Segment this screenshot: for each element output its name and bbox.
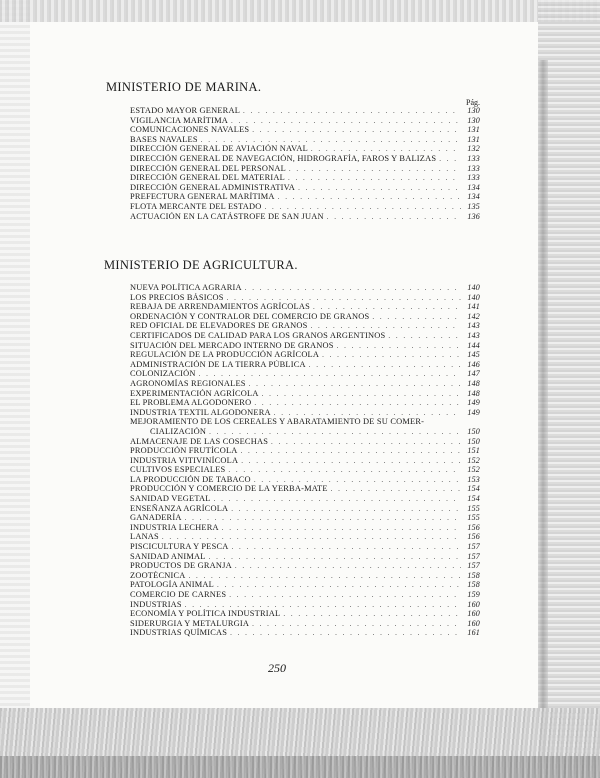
toc-entry-title: AGRONOMÍAS REGIONALES: [130, 378, 246, 388]
leader-dots: [288, 174, 461, 183]
toc-entry-title: ZOOTÉCNICA: [130, 570, 186, 580]
toc-entry: [130, 523, 480, 533]
toc-entry-page: 159: [467, 590, 480, 599]
leader-dots: [262, 390, 461, 399]
toc-entry-page: 154: [467, 494, 480, 504]
leader-dots: [309, 361, 461, 370]
toc-entry-page: 150: [467, 426, 480, 436]
toc-entry-title: REGULACIÓN DE LA PRODUCCIÓN AGRÍCOLA: [130, 350, 320, 360]
toc-entry: [130, 106, 480, 116]
toc-entry-title: PISCICULTURA Y PESCA: [130, 542, 229, 552]
section-heading-agricultura: MINISTERIO DE AGRICULTURA.: [104, 258, 298, 272]
toc-entry-page: 145: [467, 350, 480, 360]
scan-dark-bottom: [0, 756, 600, 778]
leader-dots: [278, 193, 461, 202]
toc-entry-page: 135: [467, 201, 480, 211]
toc-entry-title: DIRECCIÓN GENERAL DEL PERSONAL: [130, 163, 286, 173]
toc-entry-page: 140: [467, 283, 480, 292]
leader-dots: [271, 438, 461, 447]
toc-entry-page: 144: [467, 340, 480, 350]
leader-dots: [313, 303, 461, 312]
toc-entry-page: 158: [467, 580, 480, 590]
leader-dots: [231, 543, 461, 552]
toc-entry-page: 148: [467, 378, 480, 388]
leader-dots: [201, 136, 461, 145]
toc-entry: [130, 312, 480, 322]
toc-entry-page: 158: [467, 570, 480, 580]
toc-entry-page: 157: [467, 542, 480, 552]
leader-dots: [283, 610, 461, 619]
toc-entry-page: 153: [467, 474, 480, 484]
toc-entry-page: 151: [467, 446, 480, 456]
toc-entry: [130, 379, 480, 389]
leader-dots: [327, 213, 461, 222]
toc-entry-page: 154: [467, 484, 480, 494]
page-column-label: Pág.: [466, 98, 480, 107]
toc-entry: [130, 192, 480, 202]
leader-dots: [228, 466, 461, 475]
toc-entry-title: CULTIVOS ESPECIALES: [130, 465, 226, 475]
toc-entry-title: ALMACENAJE DE LAS COSECHAS: [130, 436, 269, 446]
leader-dots: [209, 428, 461, 437]
toc-entry-page: 155: [467, 503, 480, 513]
leader-dots: [265, 203, 461, 212]
toc-entry: [130, 331, 480, 341]
toc-entry: [130, 561, 480, 571]
toc-entry-page: 157: [467, 561, 480, 571]
toc-entry-title: NUEVA POLÍTICA AGRARIA: [130, 283, 242, 292]
toc-entry: [130, 398, 480, 408]
toc-entry-title: GANADERÍA: [130, 513, 182, 523]
toc-entry: [130, 446, 480, 456]
toc-entry-title: INDUSTRIAS: [130, 599, 182, 609]
toc-entry: [130, 154, 480, 164]
toc-entry-page: 131: [467, 125, 480, 135]
toc-entry-title: COLONIZACIÓN: [130, 369, 196, 379]
toc-entry: [130, 369, 480, 379]
leader-dots: [254, 476, 461, 485]
toc-entry: [130, 619, 480, 629]
toc-entry: [130, 293, 480, 303]
toc-entry-title: DIRECCIÓN GENERAL ADMINISTRATIVA: [130, 182, 296, 192]
page-spine-shadow: [538, 60, 548, 760]
leader-dots: [388, 332, 461, 341]
toc-entry: [130, 513, 480, 523]
toc-entry-page: 156: [467, 522, 480, 532]
toc-entry: [130, 125, 480, 135]
leader-dots: [439, 155, 461, 164]
toc-entry-title: PRODUCTOS DE GRANJA: [130, 561, 232, 571]
toc-entry-page: 152: [467, 455, 480, 465]
leader-dots: [231, 505, 461, 514]
leader-dots: [322, 351, 461, 360]
toc-entry-title: SITUACIÓN DEL MERCADO INTERNO DE GRANOS: [130, 340, 334, 350]
toc-entry: [130, 437, 480, 447]
toc-entry-page: 149: [467, 407, 480, 417]
leader-dots: [252, 620, 461, 629]
toc-entry-title: VIGILANCIA MARÍTIMA: [130, 115, 229, 125]
toc-entry-title: DIRECCIÓN GENERAL DEL MATERIAL: [130, 173, 285, 183]
toc-entry: [130, 135, 480, 145]
leader-dots: [227, 294, 461, 303]
toc-entry: [130, 408, 480, 418]
toc-entry-page: 149: [467, 398, 480, 408]
toc-entry-page: 130: [467, 115, 480, 125]
toc-entry-title: CERTIFICADOS DE CALIDAD PARA LOS GRANOS ARGENTINOS: [130, 330, 386, 340]
toc-entry-title: SIDERURGIA Y METALURGIA: [130, 618, 250, 628]
toc-entry-title: EL PROBLEMA ALGODONERO: [130, 398, 252, 408]
toc-entry-title: MEJORAMIENTO DE LOS CEREALES Y ABARATAMIENTO DE SU COMER-: [130, 417, 425, 427]
toc-entry: [130, 360, 480, 370]
toc-entry: [130, 475, 480, 485]
leader-dots: [214, 495, 461, 504]
toc-entry-title: COMUNICACIONES NAVALES: [130, 125, 250, 135]
toc-entry-title: BASES NAVALES: [130, 134, 198, 144]
leader-dots: [199, 370, 461, 379]
toc-entry: [130, 164, 480, 174]
leader-dots: [289, 165, 461, 174]
toc-entry-title: ESTADO MAYOR GENERAL: [130, 106, 241, 115]
toc-entry-page: 133: [467, 173, 480, 183]
toc-entry-title: LOS PRECIOS BÁSICOS: [130, 292, 224, 302]
toc-entry: [130, 427, 480, 437]
leader-dots: [249, 380, 461, 389]
toc-entry: [130, 494, 480, 504]
leader-dots: [311, 145, 461, 154]
toc-entry-title: RED OFICIAL DE ELEVADORES DE GRANOS: [130, 321, 308, 331]
toc-entry: [130, 350, 480, 360]
toc-entry-page: 134: [467, 192, 480, 202]
toc-entry-title: LANAS: [130, 532, 159, 542]
toc-entry-title: SANIDAD VEGETAL: [130, 494, 211, 504]
toc-entry-page: 155: [467, 513, 480, 523]
toc-entry-page: 136: [467, 211, 480, 221]
toc-entry-page: 143: [467, 321, 480, 331]
toc-entry-page: 160: [467, 618, 480, 628]
toc-entry: [130, 590, 480, 600]
toc-entry-title: INDUSTRIAS QUÍMICAS: [130, 628, 228, 638]
leader-dots: [245, 284, 461, 293]
toc-entry-page: 140: [467, 292, 480, 302]
leader-dots: [185, 514, 461, 523]
toc-entry: [130, 580, 480, 590]
leader-dots: [162, 533, 461, 542]
toc-entry: [130, 532, 480, 542]
toc-entry: [130, 183, 480, 193]
toc-entry-page: 142: [467, 311, 480, 321]
toc-entry-title: PREFECTURA GENERAL MARÍTIMA: [130, 192, 275, 202]
toc-entry-title: DIRECCIÓN GENERAL DE AVIACIÓN NAVAL: [130, 144, 308, 154]
toc-entry-title: ENSEÑANZA AGRÍCOLA: [130, 503, 229, 513]
leader-dots: [254, 399, 461, 408]
toc-entry: [130, 542, 480, 552]
leader-dots: [235, 562, 461, 571]
leader-dots: [229, 591, 461, 600]
toc-entry-page: 160: [467, 609, 480, 619]
toc-entry-title: CIALIZACIÓN: [150, 426, 207, 436]
leader-dots: [185, 601, 461, 610]
toc-entry: [130, 389, 480, 399]
leader-dots: [331, 485, 461, 494]
toc-entry-title: EXPERIMENTACIÓN AGRÍCOLA: [130, 388, 259, 398]
toc-entry-page: 131: [467, 134, 480, 144]
toc-entry: [130, 202, 480, 212]
leader-dots: [337, 342, 461, 351]
toc-entry-title: ORDENACIÓN Y CONTRALOR DEL COMERCIO DE GRANOS: [130, 311, 370, 321]
toc-entry: [130, 465, 480, 475]
toc-entry-title: REBAJA DE ARRENDAMIENTOS AGRÍCOLAS: [130, 302, 310, 312]
toc-entry-page: 150: [467, 436, 480, 446]
scan-noise-top: [0, 0, 600, 22]
toc-entry: [130, 341, 480, 351]
leader-dots: [222, 524, 461, 533]
toc-entry: [130, 302, 480, 312]
toc-entry-title: INDUSTRIA TEXTIL ALGODONERA: [130, 407, 271, 417]
toc-entry-page: 160: [467, 599, 480, 609]
toc-entry-title: COMERCIO DE CARNES: [130, 590, 227, 599]
leader-dots: [209, 553, 461, 562]
toc-entry-title: ECONOMÍA Y POLÍTICA INDUSTRIAL: [130, 609, 281, 619]
toc-entry-title: SANIDAD ANIMAL: [130, 551, 206, 561]
toc-entry-page: 133: [467, 153, 480, 163]
leader-dots: [274, 409, 461, 418]
toc-entry-title: PRODUCCIÓN Y COMERCIO DE LA YERBA-MATE: [130, 484, 328, 494]
toc-entry: [130, 417, 480, 427]
leader-dots: [372, 313, 461, 322]
toc-entry-title: FLOTA MERCANTE DEL ESTADO: [130, 201, 262, 211]
toc-entry-title: INDUSTRIA VITIVINÍCOLA: [130, 455, 239, 465]
toc-entry-page: 132: [467, 144, 480, 154]
toc-entry: [130, 144, 480, 154]
toc-entry: [130, 456, 480, 466]
toc-list-marina: [130, 106, 480, 221]
toc-entry: [130, 571, 480, 581]
toc-entry: [130, 212, 480, 222]
toc-entry-page: 148: [467, 388, 480, 398]
leader-dots: [311, 322, 461, 331]
toc-entry: [130, 609, 480, 619]
toc-entry: [130, 321, 480, 331]
toc-entry-page: 146: [467, 359, 480, 369]
toc-entry-page: 130: [467, 106, 480, 115]
leader-dots: [241, 457, 461, 466]
toc-entry-page: 133: [467, 163, 480, 173]
toc-entry-page: 156: [467, 532, 480, 542]
toc-entry-title: PATOLOGÍA ANIMAL: [130, 580, 214, 590]
toc-entry-title: DIRECCIÓN GENERAL DE NAVEGACIÓN, HIDROGRAFÍA, FAROS Y BALIZAS: [130, 153, 437, 163]
leader-dots: [243, 107, 461, 116]
leader-dots: [189, 572, 461, 581]
toc-entry: [130, 552, 480, 562]
toc-entry-title: ACTUACIÓN EN LA CATÁSTROFE DE SAN JUAN: [130, 211, 324, 221]
toc-entry-page: 134: [467, 182, 480, 192]
leader-dots: [241, 447, 461, 456]
toc-list-agricultura: [130, 283, 480, 638]
toc-entry-page: 157: [467, 551, 480, 561]
toc-entry-page: 143: [467, 330, 480, 340]
leader-dots: [230, 629, 461, 638]
leader-dots: [217, 581, 461, 590]
toc-entry: [130, 600, 480, 610]
leader-dots: [231, 117, 461, 126]
scan-noise-left: [0, 0, 30, 778]
toc-entry: [130, 116, 480, 126]
toc-entry-title: ADMINISTRACIÓN DE LA TIERRA PÚBLICA: [130, 359, 306, 369]
toc-entry: [130, 283, 480, 293]
leader-dots: [298, 184, 461, 193]
toc-entry-page: 152: [467, 465, 480, 475]
toc-entry-title: INDUSTRIA LECHERA: [130, 522, 219, 532]
toc-entry-title: LA PRODUCCIÓN DE TABACO: [130, 474, 251, 484]
toc-entry-page: 147: [467, 369, 480, 379]
toc-entry: [130, 484, 480, 494]
toc-entry: [130, 628, 480, 638]
page-number: 250: [268, 661, 286, 675]
toc-entry-title: PRODUCCIÓN FRUTÍCOLA: [130, 446, 238, 456]
toc-entry-page: 141: [467, 302, 480, 312]
toc-entry: [130, 504, 480, 514]
toc-entry-page: 161: [467, 628, 480, 638]
leader-dots: [252, 126, 461, 135]
section-heading-marina: MINISTERIO DE MARINA.: [106, 80, 262, 94]
toc-entry: [130, 173, 480, 183]
